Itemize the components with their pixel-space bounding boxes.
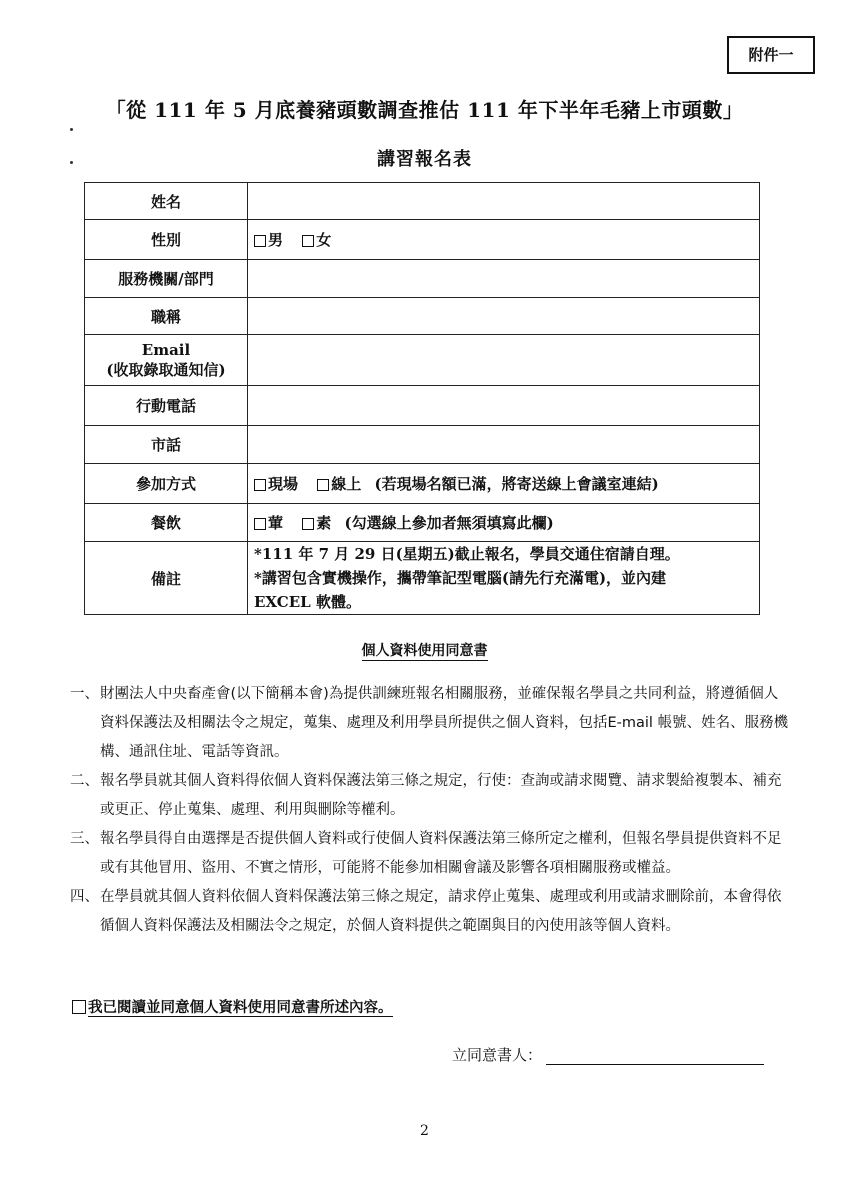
org-field[interactable] (248, 260, 760, 298)
remark-line: EXCEL 軟體。 (254, 593, 361, 611)
row-phone (85, 426, 760, 464)
clause-number: 二、 (70, 773, 99, 789)
veg-label: 素 (316, 514, 332, 532)
page-title: 「從 111 年 5 月底養豬頭數調查推估 111 年下半年毛豬上市頭數」 (105, 98, 744, 122)
mobile-field[interactable] (248, 386, 760, 426)
scan-dot (70, 128, 73, 131)
meal-field (248, 504, 760, 542)
email-label: Email (141, 340, 191, 359)
meal-option-meat[interactable] (254, 514, 283, 532)
online-checkbox[interactable] (317, 479, 329, 491)
female-label: 女 (316, 231, 332, 249)
mode-field (248, 464, 760, 504)
row-name (85, 183, 760, 220)
male-label: 男 (268, 231, 284, 249)
remark-line: *111 年 7 月 29 日(星期五)截止報名，學員交通住宿請自理。 (254, 545, 680, 563)
row-title (85, 298, 760, 335)
signer (452, 1044, 764, 1065)
clause-number: 三、 (70, 831, 99, 847)
remark-line: *講習包含實機操作，攜帶筆記型電腦(請先行充滿電)，並內建 (254, 569, 667, 587)
row-email (85, 335, 760, 386)
clause-text: 在學員就其個人資料依個人資料保護法第三條之規定，請求停止蒐集、處理或利用或請求刪除前，本會得依循個人資料保護法及相關法令之規定，於個人資料提供之範圍與目的內使用該等個人資料。 (100, 889, 782, 934)
clause-number: 一、 (70, 686, 99, 702)
clause-text: 報名學員得自由選擇是否提供個人資料或行使個人資料保護法第三條所定之權利，但報名學員提供資料不足或有其他冒用、盜用、不實之情形，可能將不能參加相關會議及影響各項相關服務或權益。 (100, 831, 782, 876)
row-meal (85, 504, 760, 542)
onsite-checkbox[interactable] (254, 479, 266, 491)
phone-label: 市話 (85, 426, 248, 464)
male-checkbox[interactable] (254, 235, 266, 247)
name-label: 姓名 (85, 183, 248, 220)
clause-number: 四、 (70, 889, 99, 905)
email-field[interactable] (248, 335, 760, 386)
clause-text: 報名學員就其個人資料得依個人資料保護法第三條之規定，行使：查詢或請求閱覽、請求製給複製本、補充或更正、停止蒐集、處理、利用與刪除等權利。 (100, 773, 782, 818)
row-remark (85, 542, 760, 615)
remark-label: 備註 (85, 542, 248, 615)
mode-option-online[interactable] (317, 475, 361, 493)
signer-label: 立同意書人： (452, 1046, 543, 1064)
gender-label: 性別 (85, 220, 248, 260)
consent-clauses (70, 680, 790, 941)
signature-line[interactable] (546, 1046, 764, 1065)
mode-label: 參加方式 (85, 464, 248, 504)
row-mode (85, 464, 760, 504)
gender-option-male[interactable] (254, 231, 283, 249)
veg-checkbox[interactable] (302, 518, 314, 530)
consent-title (0, 640, 849, 660)
email-sub-label: (收取錄取通知信) (106, 360, 226, 379)
email-label-cell (85, 335, 248, 386)
meal-label: 餐飲 (85, 504, 248, 542)
form-subtitle: 講習報名表 (377, 149, 472, 170)
job-title-label: 職稱 (85, 298, 248, 335)
row-org (85, 260, 760, 298)
meal-option-veg[interactable] (302, 514, 331, 532)
consent-title-text: 個人資料使用同意書 (361, 643, 488, 659)
gender-option-female[interactable] (302, 231, 331, 249)
gender-field (248, 220, 760, 260)
consent-clause (70, 680, 790, 767)
clause-text: 財團法人中央畜產會(以下簡稱本會)為提供訓練班報名相關服務，並確保報名學員之共同利益，將遵循個人資料保護法及相關法令之規定，蒐集、處理及利用學員所提供之個人資料，包括E-mail 帳號、姓名、服務機構、通訊住址、電話等資訊。 (100, 686, 789, 760)
row-gender (85, 220, 760, 260)
consent-clause (70, 883, 790, 941)
meat-label: 葷 (268, 514, 284, 532)
meat-checkbox[interactable] (254, 518, 266, 530)
agree-checkbox[interactable] (72, 1000, 86, 1014)
female-checkbox[interactable] (302, 235, 314, 247)
phone-field[interactable] (248, 426, 760, 464)
name-field[interactable] (248, 183, 760, 220)
onsite-label: 現場 (268, 475, 299, 493)
attachment-label: 附件一 (727, 36, 815, 74)
page-number: 2 (420, 1123, 429, 1139)
agree-text: 我已閱讀並同意個人資料使用同意書所述內容。 (88, 1000, 393, 1016)
agree-statement (72, 996, 393, 1017)
online-label: 線上 (331, 475, 362, 493)
consent-clause (70, 767, 790, 825)
registration-form (84, 182, 760, 615)
consent-clause (70, 825, 790, 883)
row-mobile (85, 386, 760, 426)
meal-note: (勾選線上參加者無須填寫此欄) (344, 514, 554, 532)
mode-note: (若現場名額已滿，將寄送線上會議室連結) (374, 475, 659, 493)
org-label: 服務機關/部門 (85, 260, 248, 298)
mode-option-onsite[interactable] (254, 475, 298, 493)
mobile-label: 行動電話 (85, 386, 248, 426)
job-title-field[interactable] (248, 298, 760, 335)
remark-content (248, 542, 760, 615)
